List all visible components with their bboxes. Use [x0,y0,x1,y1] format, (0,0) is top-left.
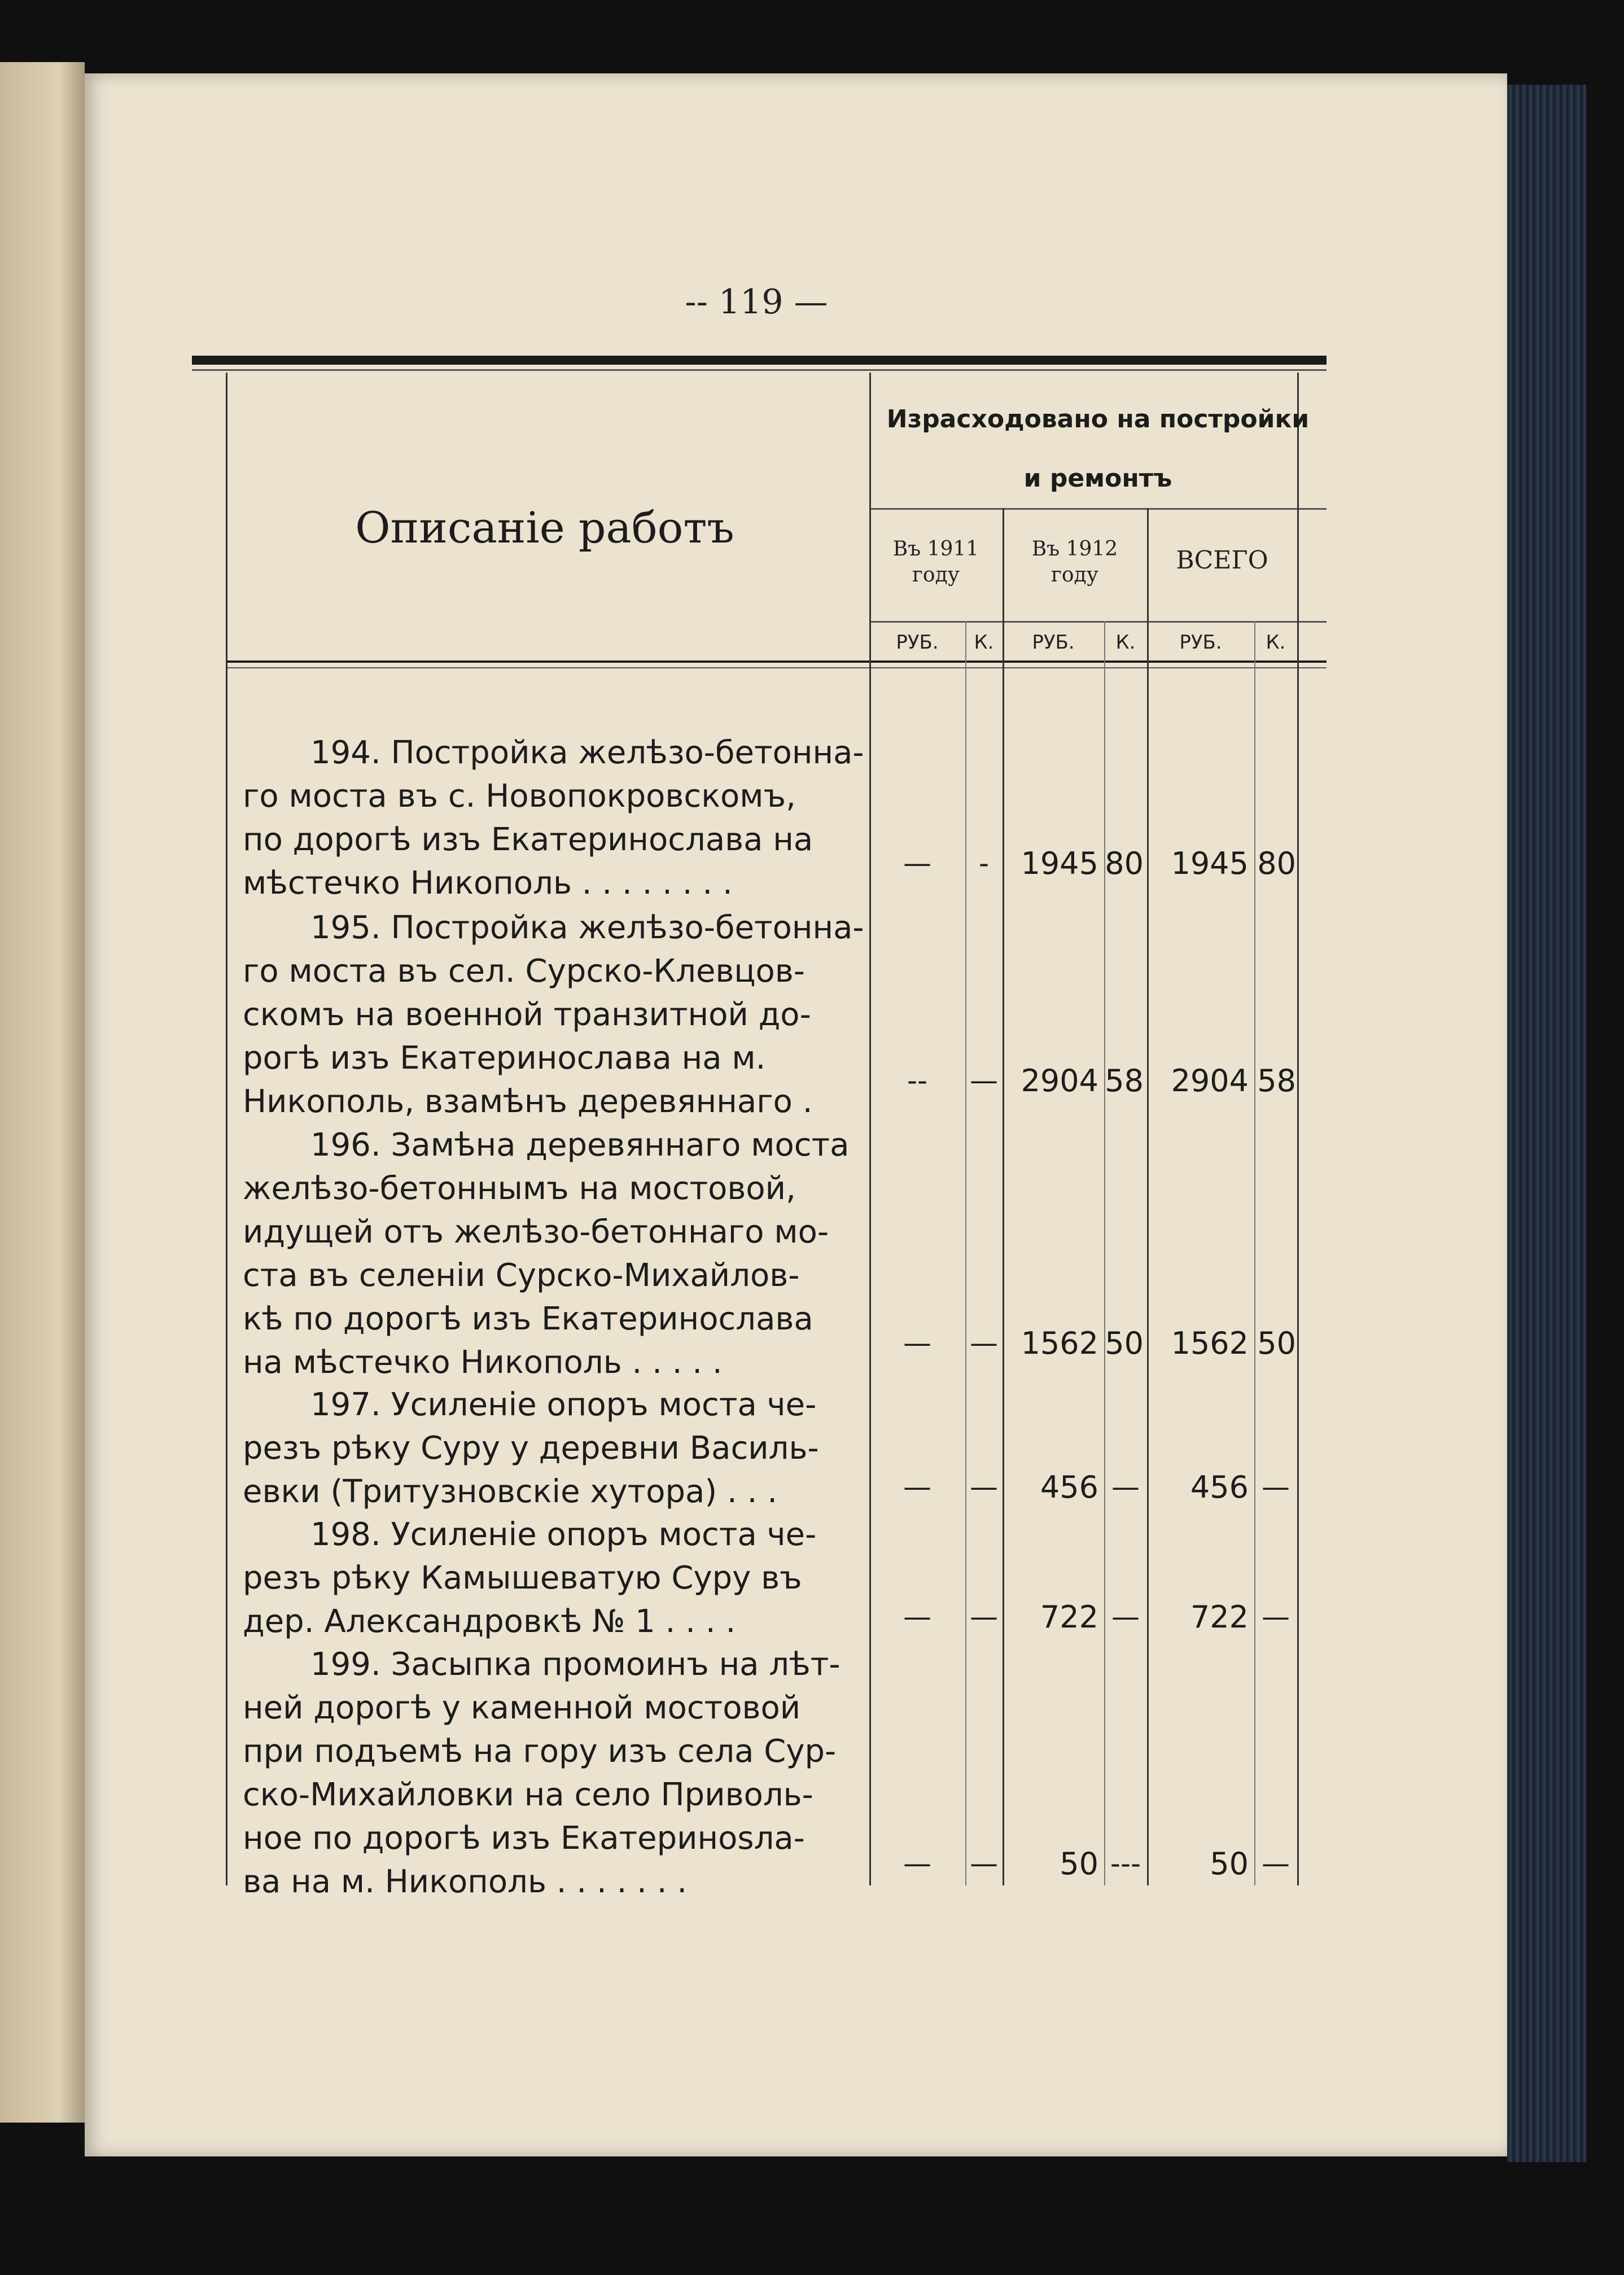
entry-line: кѣ по дорогѣ изъ Екатеринослава [243,1301,813,1337]
entry-199 [243,1643,864,1904]
amount-1911-rub: — [903,1471,931,1503]
entry-line: мѣстечко Никополь . . . . . . . . [243,865,733,902]
unit-kop-total: К. [1266,631,1286,654]
entry-line: ско-Михайловки на село Приволь- [243,1777,813,1813]
amount-1911-rub: — [903,847,931,880]
amount-1912-kop: — [1111,1471,1140,1503]
spent-header-line2: и ремонтъ [1023,464,1172,493]
col-1911-rub-border [965,621,966,1885]
spent-header-line1: Израсходовано на постройки [886,405,1310,434]
amount-1912-rub: 722 [1040,1599,1098,1635]
amount-1912-rub: 456 [1040,1469,1098,1505]
page-number: -- 119 — [685,282,828,322]
entry-line: 197. Усиленіе опоръ моста че- [310,1386,817,1423]
unit-kop-1911: К. [974,631,994,654]
spent-header-rule [869,508,1327,510]
total-header: ВСЕГО [1176,546,1268,575]
amount-total-rub: 50 [1210,1846,1249,1882]
description-column-header: Описаніе работъ [355,502,734,553]
amount-1912-rub: 1945 [1021,846,1098,881]
col-1911-border [1003,508,1004,1885]
entry-line: 199. Засыпка промоинъ на лѣт- [310,1646,841,1683]
amount-1912-kop: — [1111,1600,1140,1633]
entry-line: ное по дорогѣ изъ Екатеринosла- [243,1820,805,1857]
year-1911-unit: году [912,563,960,587]
amount-total-rub: 1945 [1171,846,1249,881]
amount-1912-rub: 1562 [1021,1325,1098,1361]
desc-column-border [869,373,871,1885]
entry-line: скомъ на военной транзитной до- [243,996,811,1033]
entry-line: го моста въ сел. Сурско-Клевцов- [243,953,805,990]
table-right-border [1297,373,1299,1885]
entry-line: резъ рѣку Суру у деревни Василь- [243,1430,819,1467]
amount-1911-kop: — [970,1600,998,1633]
year-1912-label: Въ 1912 [1031,537,1118,561]
amount-1912-kop: 58 [1105,1063,1144,1099]
year-header-rule [869,621,1327,623]
entry-line: ва на м. Никополь . . . . . . . [243,1863,688,1900]
spent-column-header [869,390,1327,508]
year-1911-header [869,536,1003,588]
entry-line: идущей отъ желѣзо-бетоннаго мо- [243,1214,829,1250]
col-1912-rub-border [1104,621,1105,1885]
amount-total-kop: 80 [1257,846,1296,881]
entry-line: Никополь, взамѣнъ деревяннаго . [243,1083,813,1120]
entry-line: 195. Постройка желѣзо-бетонна- [310,909,864,946]
amount-total-rub: 722 [1190,1599,1249,1635]
amount-1911-rub: -- [907,1064,928,1097]
facing-page-edge [0,62,85,2123]
table-top-rule [192,356,1327,365]
entry-line: дер. Александровкѣ № 1 . . . . [243,1603,736,1640]
amount-1912-rub: 2904 [1021,1063,1098,1099]
header-bottom-rule-thin [226,667,1327,668]
entry-line: ней дорогѣ у каменной мостовой [243,1690,801,1726]
entry-line: желѣзо-бетоннымъ на мостовой, [243,1170,796,1207]
table-top-rule-thin [192,369,1327,371]
entry-line: евки (Тритузновскіе хутора) . . . [243,1473,777,1510]
entry-line: рогѣ изъ Екатеринослава на м. [243,1040,766,1077]
entry-line: го моста въ с. Новопокровскомъ, [243,778,796,815]
amount-1912-kop: 50 [1105,1325,1144,1361]
amount-1912-rub: 50 [1060,1846,1098,1882]
entry-line: 198. Усиленіе опоръ моста че- [310,1516,817,1553]
entry-194 [243,731,864,905]
entry-line: на мѣстечко Никополь . . . . . [243,1344,723,1381]
header-bottom-rule [226,660,1327,663]
amount-1911-kop: — [970,1327,998,1359]
unit-rub-total: РУБ. [1179,631,1222,654]
unit-rub-1911: РУБ. [896,631,939,654]
table-left-border [226,373,227,1885]
unit-kop-1912: К. [1115,631,1136,654]
entry-196 [243,1123,864,1384]
col-total-rub-border [1254,621,1255,1885]
amount-1911-kop: — [970,1471,998,1503]
entry-line: резъ рѣку Камышеватую Суру въ [243,1560,802,1596]
col-1912-border [1147,508,1149,1885]
amount-total-rub: 2904 [1171,1063,1249,1099]
amount-1911-kop: — [970,1847,998,1880]
year-1911-label: Въ 1911 [892,537,979,561]
amount-total-kop: — [1262,1471,1290,1503]
amount-total-kop: 50 [1257,1325,1296,1361]
entry-line: 194. Постройка желѣзо-бетонна- [310,734,864,771]
amount-1911-rub: — [903,1600,931,1633]
amount-total-kop: 58 [1257,1063,1296,1099]
amount-total-rub: 1562 [1171,1325,1249,1361]
amount-1911-kop: — [970,1064,998,1097]
book-page-edges [1507,85,1586,2162]
expenditure-table [192,356,1327,2275]
amount-1911-rub: — [903,1327,931,1359]
unit-rub-1912: РУБ. [1032,631,1075,654]
amount-total-kop: — [1262,1600,1290,1633]
amount-1911-kop: - [978,847,990,880]
entry-195 [243,906,864,1123]
entry-line: по дорогѣ изъ Екатеринослава на [243,821,813,858]
amount-1912-kop: --- [1110,1847,1141,1880]
amount-total-kop: — [1262,1847,1290,1880]
entry-197 [243,1383,864,1513]
amount-1911-rub: — [903,1847,931,1880]
year-1912-unit: году [1051,563,1098,587]
entry-line: 196. Замѣна деревяннаго моста [310,1127,850,1163]
entry-line: при подъемѣ на гору изъ села Сур- [243,1733,837,1770]
amount-total-rub: 456 [1190,1469,1249,1505]
entry-198 [243,1513,864,1643]
year-1912-header [1003,536,1147,588]
entry-line: ста въ селеніи Сурско-Михайлов- [243,1257,800,1294]
amount-1912-kop: 80 [1105,846,1144,881]
